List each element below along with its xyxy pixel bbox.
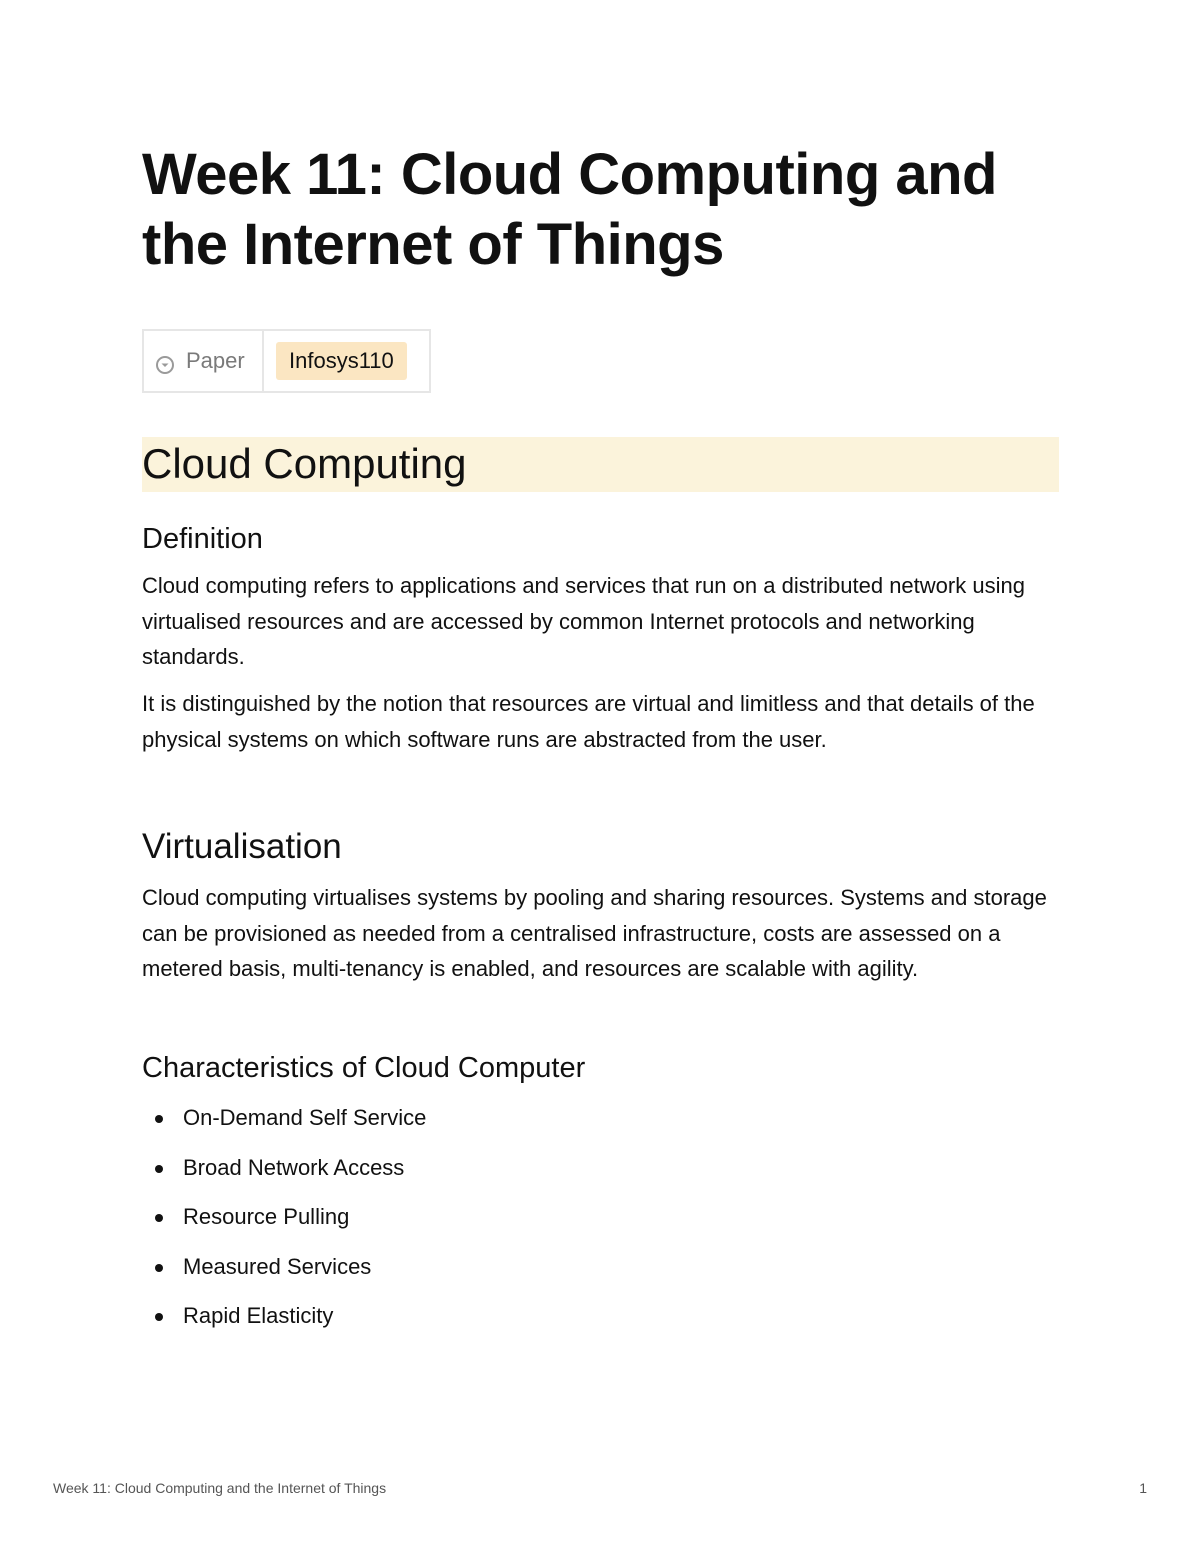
definition-paragraph: Cloud computing refers to applications and services that run on a distributed network using virtualised resources and are accessed by common Internet protocols and networking standards. — [142, 573, 1025, 669]
bullet-icon — [155, 1115, 163, 1123]
property-value-cell[interactable] — [264, 331, 429, 391]
characteristics-list — [142, 1100, 426, 1348]
footer-title: Week 11: Cloud Computing and the Internet of Things — [53, 1480, 387, 1496]
bullet-icon — [155, 1165, 163, 1173]
section-heading-block — [142, 437, 1059, 492]
list-item — [142, 1249, 426, 1299]
list-item — [142, 1199, 426, 1249]
characteristics-heading: Characteristics of Cloud Computer — [142, 1052, 586, 1084]
bullet-icon — [155, 1214, 163, 1222]
list-item-text: Broad Network Access — [183, 1154, 405, 1180]
page-title: Week 11: Cloud Computing and the Internet of Things — [142, 142, 997, 277]
tag-badge: Infosys110 — [276, 342, 407, 380]
select-property-icon — [156, 354, 174, 372]
list-item-text: Measured Services — [183, 1253, 372, 1279]
definition-paragraph: It is distinguished by the notion that resources are virtual and limitless and that details of the physical systems on which software runs are abstracted from the user. — [142, 691, 1035, 752]
property-name-cell[interactable] — [144, 331, 264, 391]
list-item — [142, 1150, 426, 1200]
definition-heading: Definition — [142, 523, 263, 555]
section-heading: Cloud Computing — [142, 440, 467, 487]
property-name: Paper — [186, 348, 245, 373]
bullet-icon — [155, 1313, 163, 1321]
list-item-text: Rapid Elasticity — [183, 1303, 334, 1328]
list-item-text: Resource Pulling — [183, 1204, 350, 1229]
virtualisation-heading: Virtualisation — [142, 827, 342, 866]
page-number: 1 — [1139, 1480, 1147, 1496]
list-item — [142, 1298, 426, 1348]
list-item — [142, 1100, 426, 1150]
list-item-text: On-Demand Self Service — [183, 1105, 427, 1130]
properties-table — [142, 329, 431, 393]
virtualisation-paragraph: Cloud computing virtualises systems by pooling and sharing resources. Systems and storage can be provisioned as needed from a centralised infrastructure, costs are assessed on a metered basis, multi-tenancy is enabled, and resources are scalable with agility. — [142, 885, 1047, 981]
bullet-icon — [155, 1264, 163, 1272]
